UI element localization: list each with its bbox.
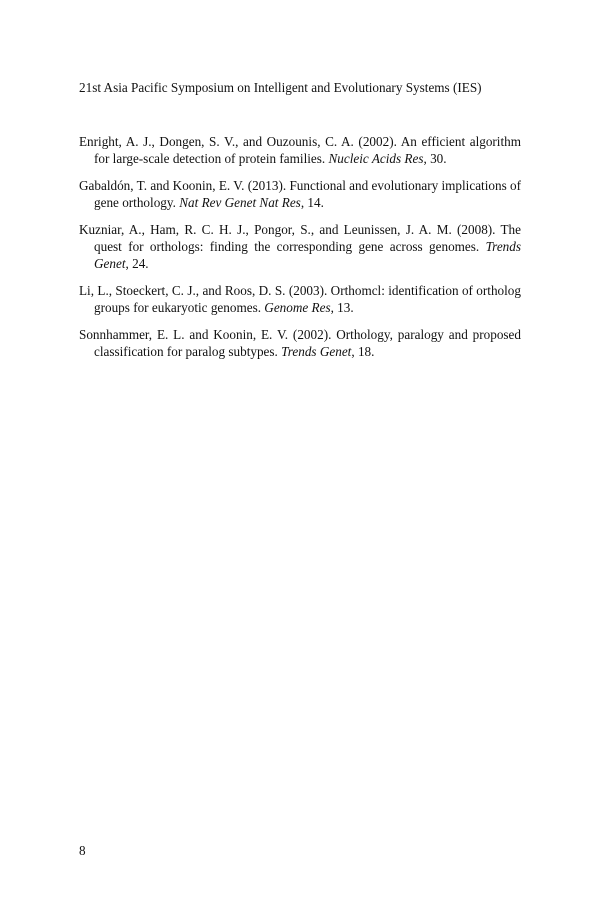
reference-journal: Nat Rev Genet Nat Res: [179, 194, 301, 210]
reference-item: [79, 134, 521, 167]
running-header: 21st Asia Pacific Symposium on Intelligent and Evolutionary Systems (IES): [79, 80, 482, 95]
reference-text: Enright, A. J., Dongen, S. V., and Ouzounis, C. A. (2002). An efficient algorithm for large-scale detection of protein families.: [79, 134, 521, 166]
reference-item: [79, 222, 521, 272]
reference-text: Kuzniar, A., Ham, R. C. H. J., Pongor, S., and Leunissen, J. A. M. (2008). The quest for orthologs: finding the corresponding gene across genomes.: [79, 222, 521, 254]
reference-item: [79, 327, 521, 360]
reference-volume: , 14.: [300, 194, 324, 210]
reference-journal: Trends Genet: [94, 238, 521, 271]
reference-volume: , 13.: [330, 299, 354, 315]
reference-volume: , 18.: [351, 343, 375, 359]
reference-text: Gabaldón, T. and Koonin, E. V. (2013). Functional and evolutionary implications of gene orthology.: [79, 178, 521, 210]
reference-text: Sonnhammer, E. L. and Koonin, E. V. (2002). Orthology, paralogy and proposed classification for paralog subtypes.: [79, 327, 521, 359]
reference-journal: Nucleic Acids Res: [328, 150, 424, 166]
reference-text: Li, L., Stoeckert, C. J., and Roos, D. S. (2003). Orthomcl: identification of ortholog groups for eukaryotic genomes.: [79, 283, 521, 315]
reference-volume: , 24.: [125, 255, 149, 271]
page-number: 8: [79, 843, 86, 858]
reference-journal: Genome Res: [264, 299, 331, 315]
reference-item: [79, 283, 521, 316]
reference-journal: Trends Genet: [281, 343, 352, 359]
reference-list: [79, 134, 521, 372]
reference-item: [79, 178, 521, 211]
reference-volume: , 30.: [423, 150, 447, 166]
